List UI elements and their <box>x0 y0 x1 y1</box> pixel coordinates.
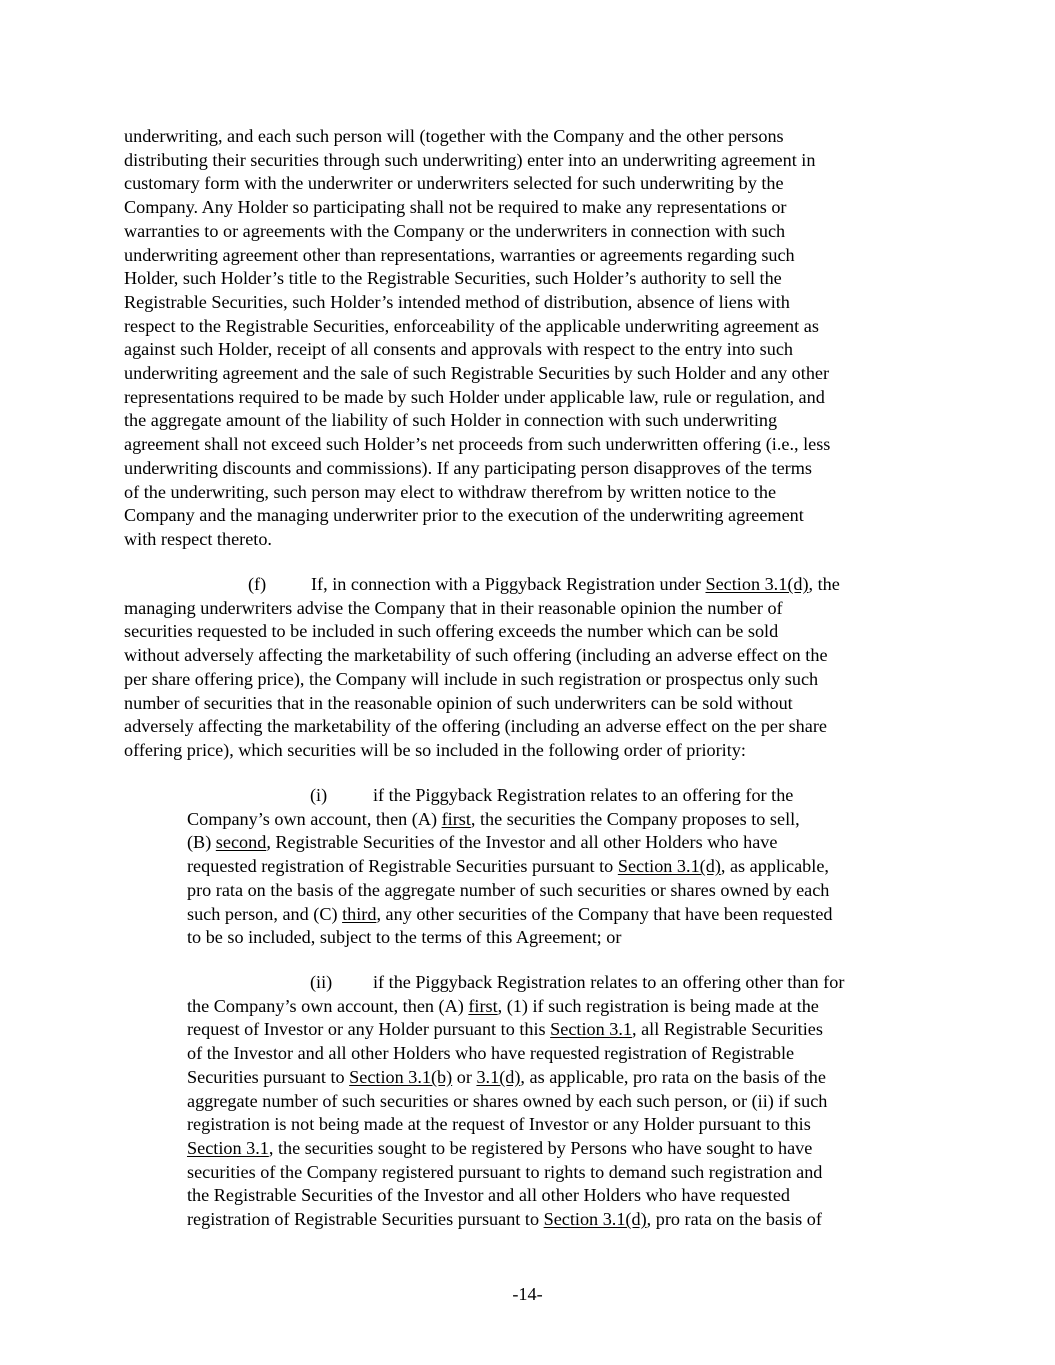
text-line: underwriting, and each such person will (together with the Company and the other persons <box>124 126 784 146</box>
text-segment: , (1) if such registration is being made at the <box>497 995 819 1016</box>
priority-term: first <box>468 995 498 1016</box>
text-line: of the underwriting, such person may elect to withdraw therefrom by written notice to the <box>124 481 777 502</box>
text-line: respect to the Registrable Securities, enforceability of the applicable underwriting agreement as <box>124 315 819 336</box>
paragraph-f-first-line <box>124 573 840 597</box>
paragraph-underwriting-continuation <box>124 125 830 552</box>
text-line: offering price), which securities will be so included in the following order of priority: <box>124 739 746 760</box>
paragraph-ii <box>187 971 844 1232</box>
text-line: Holder, such Holder’s title to the Registrable Securities, such Holder’s authority to sell the <box>124 268 782 289</box>
text-line: securities of the Company registered pursuant to rights to demand such registration and <box>187 1161 823 1182</box>
paragraph-f <box>124 573 840 763</box>
text-line: to be so included, subject to the terms of this Agreement; or <box>187 927 622 948</box>
text-segment: , the securities sought to be registered by Persons who have sought to have <box>268 1137 813 1158</box>
text-segment: , as applicable, pro rata on the basis of the <box>520 1066 826 1087</box>
text-segment: , the securities the Company proposes to sell, <box>470 808 800 829</box>
text-segment: , Registrable Securities of the Investor and all other Holders who have <box>266 832 778 853</box>
text-segment: Securities pursuant to <box>187 1066 350 1087</box>
text-line: per share offering price), the Company will include in such registration or prospectus only such <box>124 668 819 689</box>
text-line <box>187 903 832 927</box>
text-segment: or <box>452 1066 477 1087</box>
text-segment: if the Piggyback Registration relates to an offering for the <box>373 785 794 805</box>
text-line: against such Holder, receipt of all consents and approvals with respect to the entry into such <box>124 339 793 360</box>
text-line <box>187 995 844 1019</box>
text-segment: if the Piggyback Registration relates to an offering other than for <box>373 972 845 992</box>
text-segment: registration of Registrable Securities pursuant to <box>187 1209 544 1230</box>
text-line: agreement shall not exceed such Holder’s net proceeds from such underwritten offering (i.e., less <box>124 434 831 455</box>
text-segment: Company’s own account, then (A) <box>187 808 442 829</box>
text-line: pro rata on the basis of the aggregate number of such securities or shares owned by each <box>187 879 830 900</box>
text-line <box>187 1208 844 1232</box>
text-line: with respect thereto. <box>124 528 272 549</box>
text-line: Registrable Securities, such Holder’s intended method of distribution, absence of liens with <box>124 291 790 312</box>
text-line: Company. Any Holder so participating shall not be required to make any representations or <box>124 197 787 218</box>
text-line: registration is not being made at the request of Investor or any Holder pursuant to this <box>187 1114 811 1135</box>
section-reference: Section 3.1(b) <box>349 1066 453 1087</box>
section-reference: Section 3.1(d) <box>617 856 721 877</box>
priority-term: second <box>215 832 267 853</box>
text-line: aggregate number of such securities or shares owned by each such person, or (ii) if such <box>187 1090 828 1111</box>
text-line: securities requested to be included in such offering exceeds the number which can be sold <box>124 621 779 642</box>
section-reference: 3.1(d) <box>476 1066 521 1087</box>
page-number: -14- <box>512 1284 543 1304</box>
paragraph-i-first-line <box>187 784 832 808</box>
text-line: the Registrable Securities of the Investor and all other Holders who have requested <box>187 1185 791 1206</box>
text-line <box>187 855 832 879</box>
text-segment: , all Registrable Securities <box>632 1019 823 1040</box>
text-line: representations required to be made by such Holder under applicable law, rule or regulation, and <box>124 386 825 407</box>
paragraph-ii-label: (ii) <box>310 972 333 992</box>
text-line: of the Investor and all other Holders who have requested registration of Registrable <box>187 1043 795 1064</box>
section-reference: Section 3.1 <box>550 1019 633 1040</box>
section-reference: Section 3.1(d) <box>705 574 809 594</box>
text-line: without adversely affecting the marketability of such offering (including an adverse effect on the <box>124 645 828 666</box>
text-line: distributing their securities through such underwriting) enter into an underwriting agreement in <box>124 149 816 170</box>
text-segment: , pro rata on the basis of <box>646 1209 822 1230</box>
text-segment: request of Investor or any Holder pursuant to this <box>187 1019 551 1040</box>
text-segment: such person, and (C) <box>187 903 343 924</box>
paragraph-i <box>187 784 832 950</box>
text-line <box>187 1018 844 1042</box>
text-segment: , as applicable, <box>720 856 829 877</box>
text-line <box>187 808 832 832</box>
text-line: the aggregate amount of the liability of such Holder in connection with such underwriting <box>124 410 778 431</box>
text-line: underwriting agreement other than representations, warranties or agreements regarding such <box>124 244 795 265</box>
text-line: adversely affecting the marketability of the offering (including an adverse effect on the per share <box>124 716 827 737</box>
priority-term: first <box>441 808 471 829</box>
text-segment: (B) <box>187 832 216 853</box>
section-reference: Section 3.1(d) <box>543 1209 647 1230</box>
text-line: underwriting agreement and the sale of such Registrable Securities by such Holder and any other <box>124 363 830 384</box>
text-line <box>187 1066 844 1090</box>
text-segment: the Company’s own account, then (A) <box>187 995 469 1016</box>
text-line: customary form with the underwriter or underwriters selected for such underwriting by the <box>124 173 784 194</box>
text-line: warranties to or agreements with the Company or the underwriters in connection with such <box>124 220 786 241</box>
text-line: managing underwriters advise the Company that in their reasonable opinion the number of <box>124 597 783 618</box>
text-line <box>187 1137 844 1161</box>
priority-term: third <box>342 903 377 924</box>
text-segment: , the <box>808 574 840 594</box>
paragraph-ii-first-line <box>187 971 844 995</box>
text-line: Company and the managing underwriter prior to the execution of the underwriting agreement <box>124 505 804 526</box>
text-segment: If, in connection with a Piggyback Registration under <box>311 574 706 594</box>
text-line <box>187 831 832 855</box>
text-segment: requested registration of Registrable Securities pursuant to <box>187 856 618 877</box>
paragraph-f-label: (f) <box>248 574 267 594</box>
text-line: underwriting discounts and commissions). If any participating person disapproves of the terms <box>124 457 812 478</box>
text-line: number of securities that in the reasonable opinion of such underwriters can be sold without <box>124 692 793 713</box>
section-reference: Section 3.1 <box>187 1137 269 1158</box>
text-segment: , any other securities of the Company that have been requested <box>376 903 833 924</box>
paragraph-i-label: (i) <box>310 785 328 805</box>
